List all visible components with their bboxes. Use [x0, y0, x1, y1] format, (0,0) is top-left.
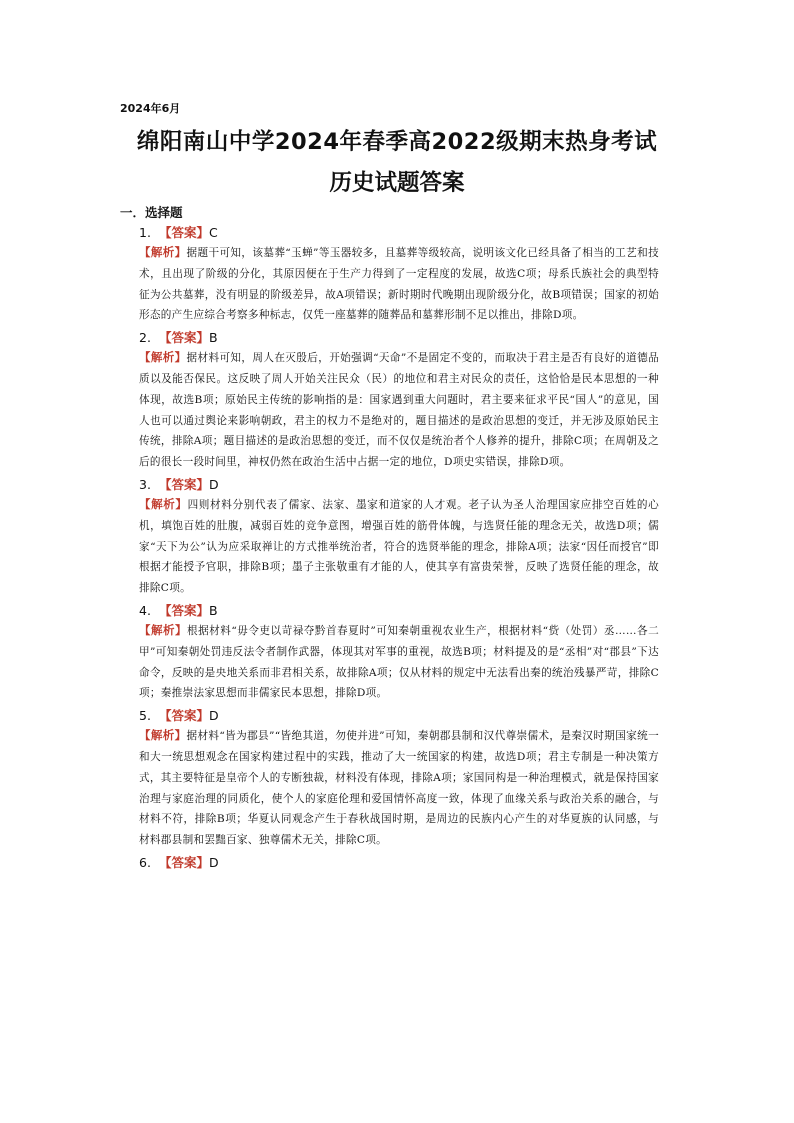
analysis-paragraph-2: [139, 347, 659, 473]
question-number: 4.: [139, 602, 151, 618]
question-number: 5.: [139, 708, 151, 724]
answer-value: B: [209, 330, 218, 346]
answer-value: D: [209, 476, 219, 492]
question-number: 2.: [139, 330, 151, 346]
analysis-text: 四则材料分别代表了儒家、法家、墨家和道家的人才观。老子认为圣人治理国家应排空百姓的心机，填饱百姓的肚腹，减弱百姓的竞争意图，增强百姓的筋骨体魄，与选贤任能的理念无关，故选D项；儒家“天下为公”认为应采取禅让的方式推举统治者，符合的选贤举能的理念，排除A项；法家“因任而授官”即根据才能授予官职，排除B项；墨子主张敬重有才能的人，使其享有富贵荣誉，反映了选贤任能的理念，故排除C项。: [139, 498, 659, 595]
analysis-label: 【解析】: [139, 496, 188, 511]
question-number: 3.: [139, 476, 151, 492]
answer-label: 【答案】: [159, 602, 210, 618]
answer-line-1: [139, 224, 659, 242]
analysis-text: 根据材料“毋令吏以苛禄夺黔首春夏时”可知秦朝重视农业生产，根据材料“赀（处罚）丞……各二甲”可知秦朝处罚违反法令者制作武器，体现其对军事的重视，故选B项；材料提及的是“丞相”对“郡县”下达命令，反映的是央地关系而非君相关系，故排除A项；仅从材料的规定中无法看出秦的统治残暴严苛，排除C项；秦推崇法家思想而非儒家民本思想，排除D项。: [139, 624, 659, 700]
answer-value: C: [209, 225, 218, 240]
answer-value: B: [209, 602, 218, 618]
analysis-text: 据材料“皆为郡县”“皆绝其道，勿使并进”可知，秦朝郡县制和汉代尊崇儒术，是秦汉时期国家统一和大一统思想观念在国家构建过程中的实践，推动了大一统国家的构建，故选D项；君主专制是一种决策方式，其主要特征是皇帝个人的专断独裁，材料没有体现，排除A项；家国同构是一种治理模式，就是保持国家治理与家庭治理的同质化，使个人的家庭伦理和爱国情怀高度一致，体现了血缘关系与政治关系的融合，与材料不符，排除B项；华夏认同观念产生于春秋战国时期，是周边的民族内心产生的对华夏族的认同感，与材料郡县制和罢黜百家、独尊儒术无关，排除C项。: [139, 730, 659, 847]
question-number: 1.: [139, 225, 151, 240]
answer-line-6: [139, 854, 659, 872]
answer-label: 【答案】: [159, 708, 210, 724]
analysis-paragraph-1: [139, 242, 659, 326]
analysis-paragraph-3: [139, 494, 659, 599]
answer-label: 【答案】: [159, 225, 210, 240]
analysis-label: 【解析】: [139, 622, 187, 637]
answer-line-3: [139, 476, 659, 494]
answer-value: D: [209, 708, 219, 724]
analysis-label: 【解析】: [139, 350, 187, 365]
answer-label: 【答案】: [159, 476, 210, 492]
answer-line-2: [139, 329, 659, 347]
analysis-label: 【解析】: [139, 245, 187, 259]
answer-line-5: [139, 707, 659, 725]
analysis-text: 据材料可知，周人在灭殷后，开始强调“天命”不是固定不变的，而取决于君主是否有良好的道德品质以及能否保民。这反映了周人开始关注民众（民）的地位和君主对民众的责任，这恰恰是民本思想的一种体现，故选B项；原始民主传统的影响指的是：国家遇到重大问题时，君主要来征求平民“国人”的意见，国人也可以通过舆论来影响朝政，君主的权力不是绝对的，题目描述的是政治思想的变迁，并无涉及原始民主传统，排除A项；题目描述的是政治思想的变迁，而不仅仅是统治者个人修养的提升，排除C项；在周朝及之后的很长一段时间里，神权仍然在政治生活中占据一定的地位，D项史实错误，排除D项。: [139, 352, 659, 469]
analysis-paragraph-4: [139, 620, 659, 704]
answer-label: 【答案】: [159, 854, 210, 870]
page-subtitle: 历史试题答案: [329, 170, 465, 196]
analysis-paragraph-5: [139, 725, 659, 851]
answer-value: D: [209, 854, 219, 870]
page-title: 绵阳南山中学2024年春季高2022级期末热身考试: [136, 129, 658, 155]
question-number: 6.: [139, 854, 151, 870]
answer-line-4: [139, 602, 659, 620]
section-heading: 一．选择题: [120, 205, 183, 220]
answer-label: 【答案】: [159, 330, 210, 346]
analysis-text: 据题干可知，该墓葬“玉蝉”等玉器较多，且墓葬等级较高，说明该文化已经具备了相当的工艺和技术，且出现了阶级的分化，其原因便在于生产力得到了一定程度的发展，故选C项；母系氏族社会的典型特征为公共墓葬，没有明显的阶级差异，故A项错误；新时期时代晚期出现阶级分化，故B项错误；国家的初始形态的产生应综合考察多种标志，仅凭一座墓葬的随葬品和墓葬形制不足以推出，排除D项。: [139, 247, 659, 322]
answer-list: [139, 222, 659, 872]
analysis-label: 【解析】: [139, 728, 187, 743]
date-label: 2024年6月: [120, 102, 181, 115]
